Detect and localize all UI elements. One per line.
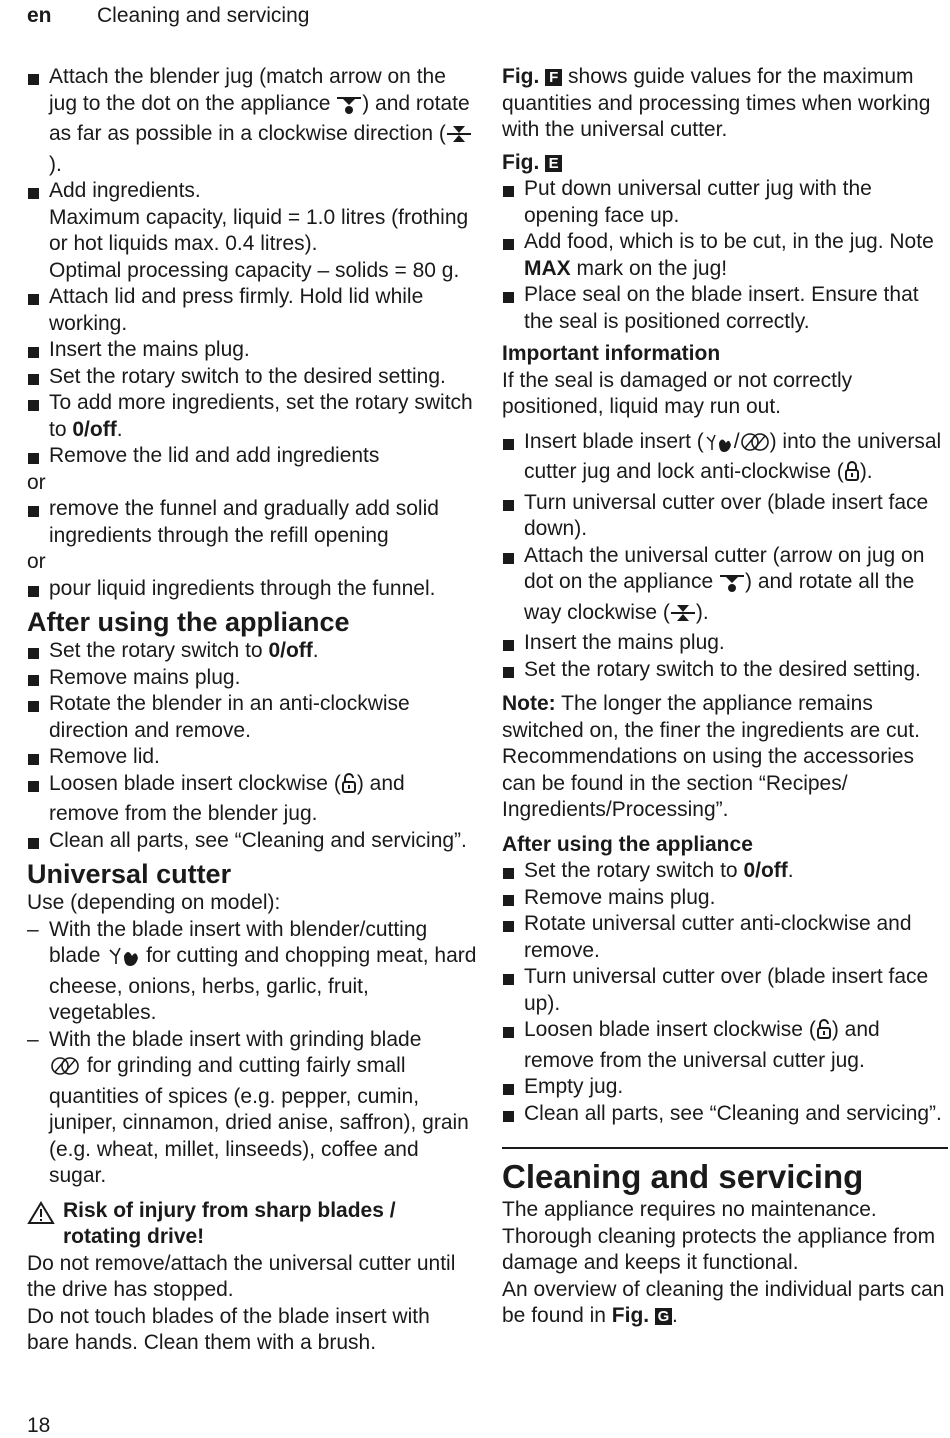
warning-text: Do not remove/attach the universal cutter until the drive has stopped. xyxy=(27,1251,456,1301)
unlock-icon xyxy=(341,772,357,802)
warning-text: Do not touch blades of the blade insert with bare hands. Clean them with a brush. xyxy=(27,1304,430,1354)
list-item: Remove mains plug. xyxy=(502,885,948,912)
section-divider xyxy=(502,1147,948,1149)
uc-intro: Use (depending on model): xyxy=(27,891,281,914)
fig-f-badge: F xyxy=(545,69,562,86)
grinding-blade-icon xyxy=(740,432,770,460)
list-item: Rotate the blender in an anti-clockwise direction and remove. xyxy=(27,691,477,744)
list-item: pour liquid ingredients through the funnel. xyxy=(27,576,477,603)
capacity-text: Optimal processing capacity – solids = 80 g. xyxy=(49,258,460,282)
blade-icon xyxy=(106,944,140,974)
list-item: Loosen blade insert clockwise ( ) and remove from the blender jug. xyxy=(27,771,477,828)
list-item: Remove lid. xyxy=(27,744,477,771)
or-text: or xyxy=(27,470,46,494)
list-item: Add food, which is to be cut, in the jug. Note MAX mark on the jug! xyxy=(502,229,948,282)
rotate-lock-icon xyxy=(446,124,472,152)
section-title: Cleaning and servicing xyxy=(97,4,310,27)
list-item: Set the rotary switch to the desired setting. xyxy=(502,657,948,684)
page-header xyxy=(27,4,309,28)
list-item: Empty jug. xyxy=(502,1074,948,1101)
list-item: Set the rotary switch to the desired setting. xyxy=(27,364,477,391)
heading-after-using: After using the appliance xyxy=(502,832,753,856)
note-paragraph: Note: The longer the appliance remains switched on, the finer the ingredients are cut. Recommendations on using the accessories can be found in the section “Recipes/ Ingredients/Processing”. xyxy=(502,692,920,821)
list-item: Set the rotary switch to 0/off. xyxy=(27,638,477,665)
list-item: Attach lid and press firmly. Hold lid while working. xyxy=(27,284,477,337)
heading-universal-cutter: Universal cutter xyxy=(27,859,232,889)
page-number: 18 xyxy=(27,1414,51,1437)
list-item: Add ingredients. xyxy=(27,178,477,205)
blade-icon xyxy=(704,432,734,460)
list-item: Remove the lid and add ingredients xyxy=(27,443,477,470)
list-item: Insert blade insert ( / ) into the universal cutter jug and lock anti-clockwise ( ). xyxy=(502,429,948,490)
important-text: If the seal is damaged or not correctly positioned, liquid may run out. xyxy=(502,368,853,418)
list-item: Insert the mains plug. xyxy=(27,337,477,364)
unlock-icon xyxy=(816,1018,832,1048)
fig-g-badge: G xyxy=(655,1308,672,1325)
list-item: Put down universal cutter jug with the opening face up. xyxy=(502,176,948,229)
list-item: Remove mains plug. xyxy=(27,665,477,692)
grinding-blade-icon xyxy=(49,1056,81,1084)
arrow-to-dot-icon xyxy=(336,94,362,122)
list-item: Clean all parts, see “Cleaning and servicing”. xyxy=(27,828,477,855)
list-item: To add more ingredients, set the rotary switch to 0/off. xyxy=(27,390,477,443)
cleaning-text: The appliance requires no maintenance. Thorough cleaning protects the appliance from damage and keeps it functional. xyxy=(502,1198,936,1274)
right-column xyxy=(502,64,948,1330)
list-item: – With the blade insert with blender/cutting blade for cutting and chopping meat, hard cheese, onions, herbs, garlic, fruit, vegetables. xyxy=(27,917,477,1024)
list-item: Place seal on the blade insert. Ensure that the seal is positioned correctly. xyxy=(502,282,948,335)
rotate-lock-icon xyxy=(670,603,696,631)
capacity-text: Maximum capacity, liquid = 1.0 litres (frothing or hot liquids max. 0.4 litres). xyxy=(49,205,469,255)
lock-icon xyxy=(844,460,860,490)
list-item: Rotate universal cutter anti-clockwise and remove. xyxy=(502,911,948,964)
warning-heading: Risk of injury from sharp blades / rotating drive! xyxy=(27,1198,477,1251)
list-item: Attach the universal cutter (arrow on jug on dot on the appliance ) and rotate all the way clockwise ( ). xyxy=(502,543,948,631)
list-item: Loosen blade insert clockwise ( ) and remove from the universal cutter jug. xyxy=(502,1017,948,1074)
list-item: Clean all parts, see “Cleaning and servicing”. xyxy=(502,1101,948,1128)
fig-f-paragraph: Fig. F shows guide values for the maximum quantities and processing times when working with the universal cutter. xyxy=(502,65,931,141)
language-code: en xyxy=(27,4,52,27)
list-item: – With the blade insert with grinding blade for grinding and cutting fairly small quantities of spices (e.g. pepper, cumin, juniper, cinnamon, dried anise, saffron), grain (e.g. wheat, millet, linseeds), coffee and sugar. xyxy=(27,1027,469,1187)
list-item: Turn universal cutter over (blade insert face up). xyxy=(502,964,948,1017)
list-item: Turn universal cutter over (blade insert face down). xyxy=(502,490,948,543)
or-text: or xyxy=(27,550,46,573)
list-item: Attach the blender jug (match arrow on the jug to the dot on the appliance ) and rotate as far as possible in a clockwise direction (). xyxy=(27,64,477,178)
warning-icon xyxy=(27,1201,55,1225)
fig-e-badge: E xyxy=(545,155,562,172)
important-heading: Important information xyxy=(502,342,721,365)
fig-e-heading: Fig. E xyxy=(502,150,948,177)
arrow-to-dot-icon xyxy=(719,572,745,600)
list-item: remove the funnel and gradually add solid ingredients through the refill opening xyxy=(27,496,477,549)
heading-cleaning: Cleaning and servicing xyxy=(502,1158,864,1195)
left-column xyxy=(27,64,477,1357)
heading-after-using: After using the appliance xyxy=(27,607,350,637)
list-item: Insert the mains plug. xyxy=(502,630,948,657)
cleaning-text: An overview of cleaning the individual parts can be found in Fig. G . xyxy=(502,1277,945,1327)
list-item: Set the rotary switch to 0/off. xyxy=(502,858,948,885)
